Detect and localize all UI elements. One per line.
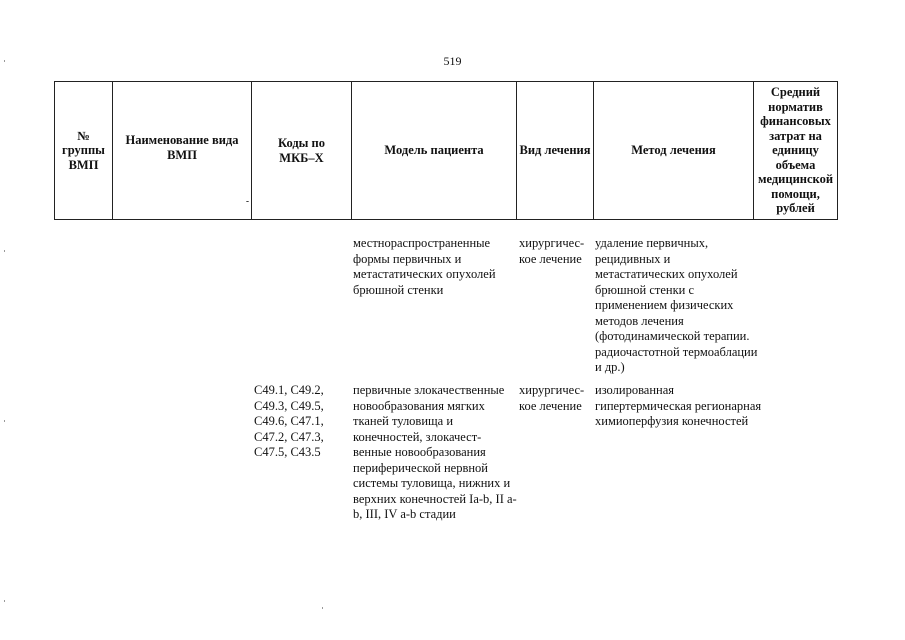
table-header (54, 81, 838, 220)
scan-speck (322, 607, 323, 609)
header-icd-codes-label: Коды по МКБ–X (278, 136, 325, 165)
row-1-patient-model: местнораспространенные формы первичных и метастатических опухолей брюшной стенки (353, 236, 496, 297)
row-1-treatment-type: хирургичес-кое лечение (519, 236, 585, 266)
row-2-patient-model: первичные злокачественные новообразования мягких тканей туловища и конечностей, злокачест-венные новообразования периферической нервной системы туловища, нижних и верхних конечностей Ia-b, II a-b, III, IV a-b стадии (353, 383, 517, 521)
scan-speck (4, 600, 5, 602)
header-vmp-name: Наименование вида ВМП - (113, 82, 252, 219)
scan-speck (4, 250, 5, 252)
header-treatment-type-label: Вид лечения (519, 143, 591, 158)
row-1-treatment-method: удаление первичных, рецидивных и метастатических опухолей брюшной стенки с применением физических методов лечения (фотодинамической терапии. радиочастотной термоаблации и др.) (595, 236, 758, 374)
header-icd-codes (252, 82, 352, 219)
header-cost-standard (754, 82, 838, 219)
scan-speck (4, 60, 5, 62)
row-2-icd-codes: C49.1, C49.2, C49.3, C49.5, C49.6, C47.1, C47.2, C47.3, C47.5, C43.5 (254, 383, 324, 459)
row-2-treatment-method: изолированная гипертермическая регионарная химиоперфузия конечностей (595, 383, 762, 428)
header-group-number-label: № группы ВМП (62, 128, 105, 172)
header-vmp-name-label: Наименование вида ВМП (125, 133, 239, 162)
header-patient-model (352, 82, 517, 219)
header-group-number (54, 82, 113, 219)
header-treatment-method (594, 82, 754, 219)
row-2-treatment-type: хирургичес-кое лечение (519, 383, 585, 413)
header-cost-standard-label: Средний норматив финансовых затрат на единицу объема медицинской помощи, рублей (757, 85, 834, 216)
header-treatment-type (517, 82, 594, 219)
header-patient-model-label: Модель пациента (384, 143, 484, 158)
page-number: 519 (443, 54, 462, 68)
header-treatment-method-label: Метод лечения (631, 143, 716, 158)
scan-speck (4, 420, 5, 422)
